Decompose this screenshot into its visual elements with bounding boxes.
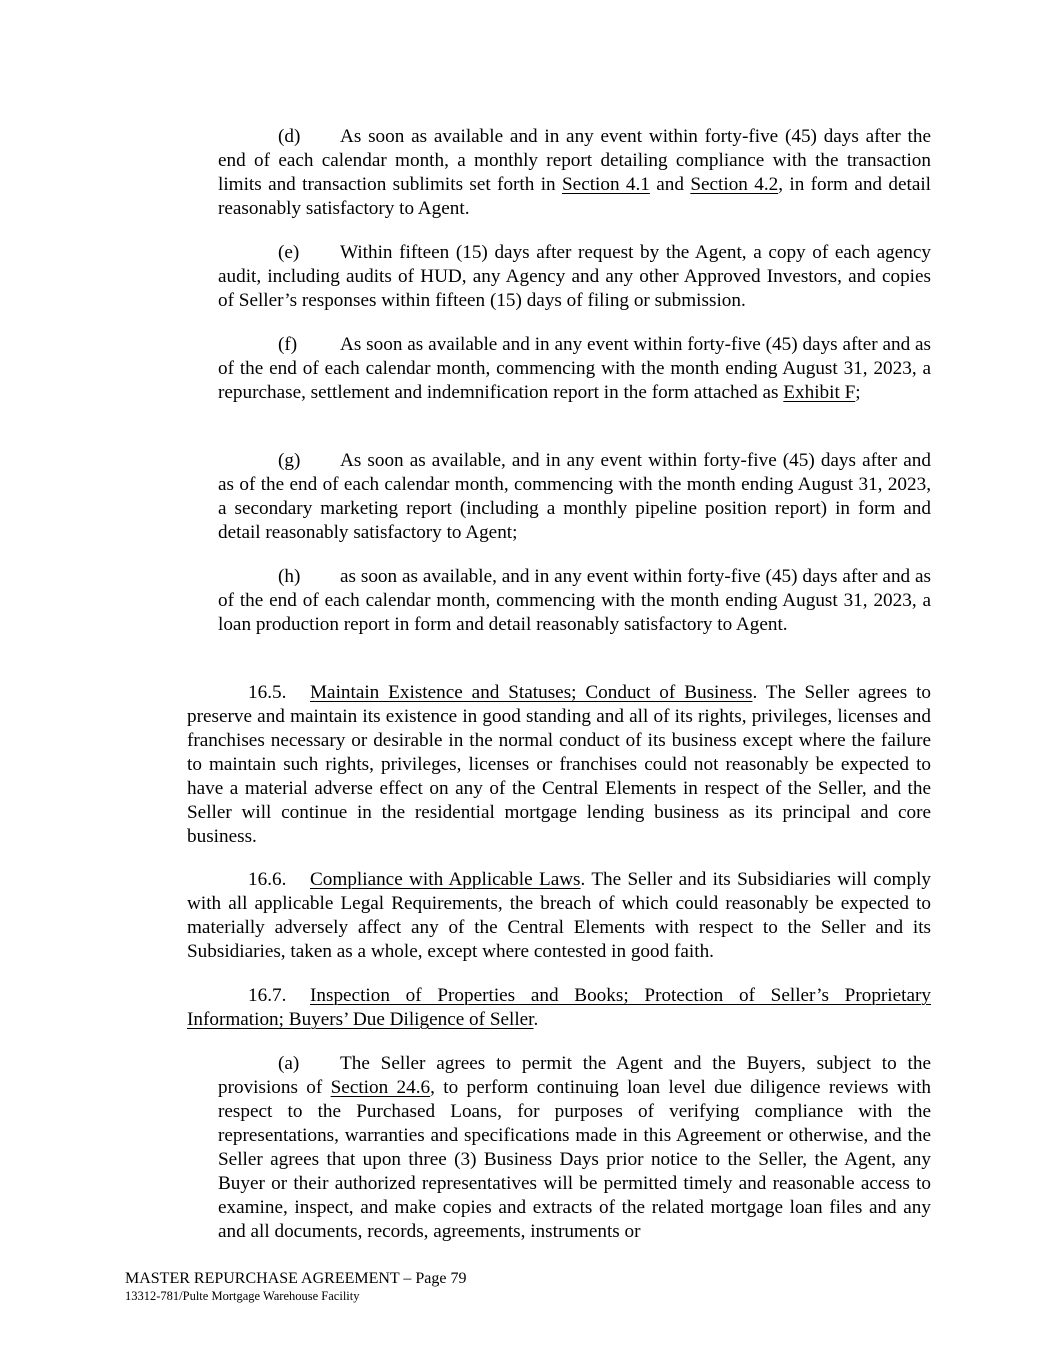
paragraph-d: (d) As soon as available and in any event within forty-five (45) days after the end of each calendar month, a monthly report detailing compliance with the transaction limits and transaction sublimits set forth in Section 4.1 and Section 4.2, in form and detail reasonably satisfactory to Agent. — [218, 126, 931, 219]
paragraph-label: (e) — [278, 242, 300, 263]
section-16-6: 16.6. Compliance with Applicable Laws. The Seller and its Subsidiaries will comply with all applicable Legal Requirements, the breach of which could reasonably be expected to materially adversely affect any of the Central Elements with respect to the Seller and its Subsidiaries, taken as a whole, except where contested in good faith. — [187, 869, 931, 962]
paragraph-g: (g) As soon as available, and in any event within forty-five (45) days after and as of the end of each calendar month, commencing with the month ending August 31, 2023, a secondary marketing report (including a monthly pipeline position report) in form and detail reasonably satisfactory to Agent; — [218, 450, 931, 543]
paragraph-e: (e) Within fifteen (15) days after request by the Agent, a copy of each agency audit, including audits of HUD, any Agency and any other Approved Investors, and copies of Seller’s responses within fifteen (15) days of filing or submission. — [218, 242, 931, 311]
paragraph-h: (h) as soon as available, and in any event within forty-five (45) days after and as of the end of each calendar month, commencing with the month ending August 31, 2023, a loan production report in form and detail reasonably satisfactory to Agent. — [218, 566, 931, 635]
section-number: 16.6. — [248, 869, 287, 890]
section-heading: Maintain Existence and Statuses; Conduct of Business — [310, 682, 753, 703]
footer-title: MASTER REPURCHASE AGREEMENT – Page 79 — [125, 1270, 467, 1287]
paragraph-label: (g) — [278, 450, 301, 471]
paragraph-label: (f) — [278, 334, 298, 355]
paragraph-label: (a) — [278, 1053, 300, 1074]
paragraph-label: (d) — [278, 126, 301, 147]
paragraph-f: (f) As soon as available and in any event within forty-five (45) days after and as of the end of each calendar month, commencing with the month ending August 31, 2023, a repurchase, settlement and indemnification report in the form attached as Exhibit F; — [218, 334, 931, 403]
section-heading: Compliance with Applicable Laws — [310, 869, 581, 890]
paragraph-label: (h) — [278, 566, 301, 587]
section-number: 16.5. — [248, 682, 287, 703]
paragraph-a: (a) The Seller agrees to permit the Agent and the Buyers, subject to the provisions of Section 24.6, to perform continuing loan level due diligence reviews with respect to the Purchased Loans, for purposes of verifying compliance with the representations, warranties and specifications made in this Agreement or otherwise, and the Seller agrees that upon three (3) Business Days prior notice to the Seller, the Agent, any Buyer or their authorized representatives will be permitted timely and reasonable access to examine, inspect, and make copies and extracts of the related mortgage loan files and any and all documents, records, agreements, instruments or — [218, 1053, 931, 1242]
section-heading: Inspection of Properties and Books; Protection of Seller’s Proprietary Information; Buyers’ Due Diligence of Seller — [187, 985, 931, 1030]
footer-reference: 13312-781/Pulte Mortgage Warehouse Facility — [125, 1289, 360, 1303]
section-16-5: 16.5. Maintain Existence and Statuses; Conduct of Business. The Seller agrees to preserve and maintain its existence in good standing and all of its rights, privileges, licenses and franchises necessary or desirable in the normal conduct of its business except where the failure to maintain such rights, privileges, licenses or franchises could not reasonably be expected to have a material adverse effect on any of the Central Elements in respect of the Seller, and the Seller will continue in the residential mortgage lending business as its principal and core business. — [187, 682, 931, 847]
section-link: Section 4.1 — [562, 174, 650, 195]
section-16-7: 16.7. Inspection of Properties and Books; Protection of Seller’s Proprietary Information; Buyers’ Due Diligence of Seller. — [187, 985, 931, 1030]
exhibit-link: Exhibit F — [783, 382, 856, 403]
section-link: Section 24.6 — [330, 1077, 431, 1098]
section-number: 16.7. — [248, 985, 287, 1006]
section-link: Section 4.2 — [690, 174, 779, 195]
